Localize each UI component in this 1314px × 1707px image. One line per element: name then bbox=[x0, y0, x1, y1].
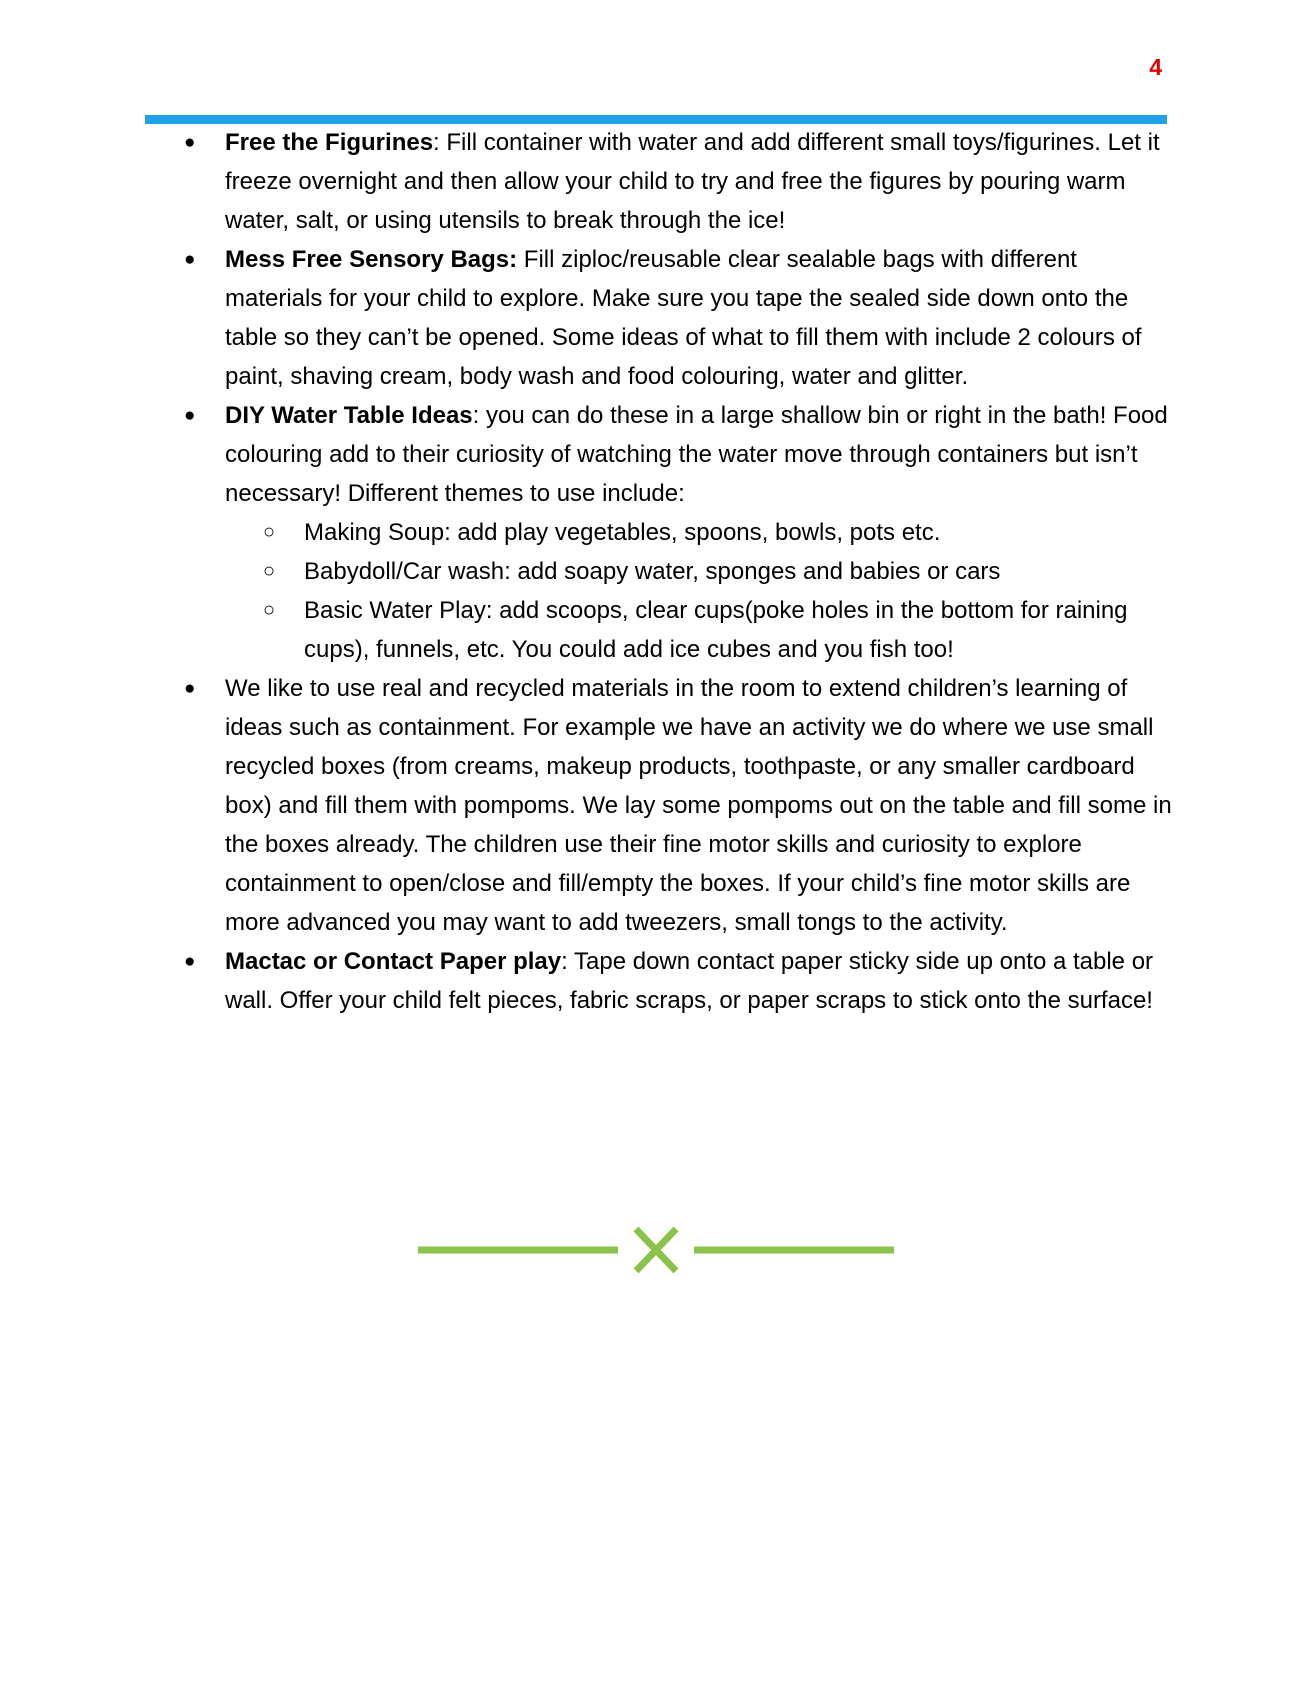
sub-item-text: Basic Water Play: add scoops, clear cups(poke holes in the bottom for raining cups), funnels, etc. You could add ice cubes and you fish too! bbox=[304, 597, 1128, 663]
item-text: : Tape down contact paper sticky side up onto a table or wall. Offer your child felt pieces, fabric scraps, or paper scraps to stick onto the surface! bbox=[225, 948, 1154, 1014]
bullet-icon: ● bbox=[184, 249, 196, 270]
item-title: Mactac or Contact Paper play bbox=[225, 948, 562, 975]
list-item bbox=[0, 396, 1314, 513]
bullet-icon: ● bbox=[184, 132, 196, 153]
item-title: Mess Free Sensory Bags: bbox=[225, 246, 518, 273]
item-text: : Fill container with water and add different small toys/figurines. Let it freeze overnight and then allow your child to try and free the figures by pouring warm water, salt, or using utensils to break through the ice! bbox=[225, 129, 1160, 234]
circle-bullet-icon: ○ bbox=[263, 599, 276, 621]
sub-item-text: Babydoll/Car wash: add soapy water, sponges and babies or cars bbox=[304, 558, 1001, 585]
list-item bbox=[0, 669, 1314, 942]
circle-bullet-icon: ○ bbox=[263, 521, 276, 543]
bullet-icon: ● bbox=[184, 951, 196, 972]
sub-list-item bbox=[0, 552, 1314, 591]
list-item bbox=[0, 240, 1314, 396]
list-item bbox=[0, 123, 1314, 240]
sub-list-item bbox=[0, 591, 1314, 669]
activity-list bbox=[0, 123, 1314, 1020]
bullet-icon: ● bbox=[184, 678, 196, 699]
sub-item-text: Making Soup: add play vegetables, spoons, bowls, pots etc. bbox=[304, 519, 941, 546]
x-divider-icon bbox=[418, 1225, 894, 1275]
item-text: We like to use real and recycled materials in the room to extend children’s learning of ideas such as containment. For example we have an activity we do where we use small recycled boxes (from creams, makeup products, toothpaste, or any smaller cardboard box) and fill them with pompoms. We lay some pompoms out on the table and fill some in the boxes already. The children use their fine motor skills and curiosity to explore containment to open/close and fill/empty the boxes. If your child’s fine motor skills are more advanced you may want to add tweezers, small tongs to the activity. bbox=[225, 675, 1172, 936]
item-title: Free the Figurines bbox=[225, 129, 434, 156]
sub-list-item bbox=[0, 513, 1314, 552]
circle-bullet-icon: ○ bbox=[263, 560, 276, 582]
item-text: : you can do these in a large shallow bin or right in the bath! Food colouring add to their curiosity of watching the water move through containers but isn’t necessary! Different themes to use include: bbox=[225, 402, 1168, 507]
item-text: Fill ziploc/reusable clear sealable bags with different materials for your child to explore. Make sure you tape the sealed side down onto the table so they can’t be opened. Some ideas of what to fill them with include 2 colours of paint, shaving cream, body wash and food colouring, water and glitter. bbox=[225, 246, 1142, 390]
page-number: 4 bbox=[1149, 54, 1162, 80]
list-item bbox=[0, 942, 1314, 1020]
item-title: DIY Water Table Ideas bbox=[225, 402, 473, 429]
bullet-icon: ● bbox=[184, 405, 196, 426]
